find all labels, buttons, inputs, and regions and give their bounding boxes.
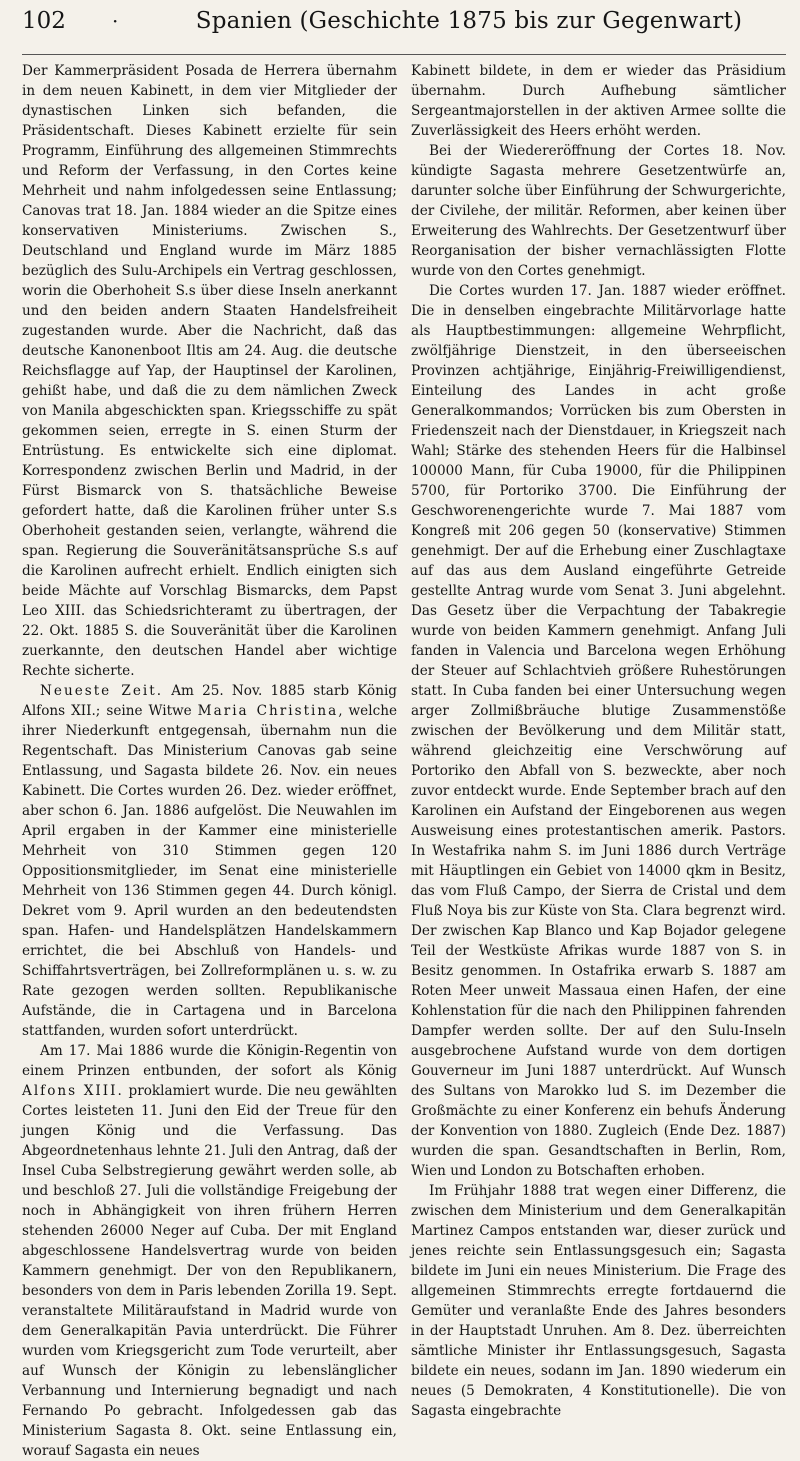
paragraph-right-4: Im Frühjahr 1888 trat wegen einer Differenz, die zwischen dem Ministerium und dem Generalkapitän Martinez Campos entstanden war, dieser zurück und jenes reichte sein Entlassungsgesuch ein; Sagasta bildete im Juni ein neues Ministerium. Die Frage des allgemeinen Stimmrechts erregte fortdauernd die Gemüter und veranlaßte Ende des Jahres besonders in der Hauptstadt Unruhen. Am 8. Dez. überreichten sämtliche Minister ihr Entlassungsgesuch, Sagasta bildete ein neues, sodann im Jan. 1890 wiederum ein neues (5 Demokraten, 4 Konstitutionelle). Die von Sagasta eingebrachte [411,1183,786,1419]
paragraph-left-2 [22,681,397,1041]
text-columns [22,61,786,1461]
page-number: 102 [22,8,66,34]
running-title: Spanien (Geschichte 1875 bis zur Gegenwart) [195,8,743,34]
paragraph-text: Am 25. Nov. 1885 starb König Alfons XII.; seine Witwe [22,683,397,719]
paragraph-left-1: Der Kammerpräsident Posada de Herrera übernahm in dem neuen Kabinett, in dem vier Mitglieder der dynastischen Linken sich befanden, die Präsidentschaft. Dieses Kabinett erzielte für sein Programm, Einführung des allgemeinen Stimmrechts und Reform der Verfassung, in den Cortes keine Mehrheit und nahm infolgedessen seine Entlassung; Canovas trat 18. Jan. 1884 wieder an die Spitze eines konservativen Ministeriums. Zwischen S., Deutschland und England wurde im März 1885 bezüglich des Sulu-Archipels ein Vertrag geschlossen, worin die Oberhoheit S.s über diese Inseln anerkannt und den beiden andern Staaten Handelsfreiheit zugestanden wurde. Aber die Nachricht, daß das deutsche Kanonenboot Iltis am 24. Aug. die deutsche Reichsflagge auf Yap, der Hauptinsel der Karolinen, gehißt habe, und daß die zu dem nämlichen Zweck von Manila abgeschickten span. Kriegsschiffe zu spät gekommen seien, erregte in S. einen Sturm der Entrüstung. Es entwickelte sich eine diplomat. Korrespondenz zwischen Berlin und Madrid, in der Fürst Bismarck von S. thatsächliche Beweise gefordert hatte, daß die Karolinen früher unter S.s Oberhoheit gestanden seien, verlangte, während die span. Regierung die Souveränitätsansprüche S.s auf die Karolinen aufrecht erhielt. Endlich einigten sich beide Mächte auf Vorschlag Bismarcks, dem Papst Leo XIII. das Schiedsrichteramt zu übertragen, der 22. Okt. 1885 S. die Souveränität über die Karolinen zuerkannte, den deutschen Handel aber wichtige Rechte sicherte. [22,63,397,679]
paragraph-right-1: Kabinett bildete, in dem er wieder das Präsidium übernahm. Durch Aufhebung sämtlicher Sergeantmajorstellen in der aktiven Armee sollte die Zuverlässigkeit des Heers erhöht werden. [411,63,786,139]
paragraph-text: , welche ihrer Niederkunft entgegensah, übernahm nun die Regentschaft. Das Ministerium Canovas gab seine Entlassung, und Sagasta bildete 26. Nov. ein neues Kabinett. Die Cortes wurden 26. Dez. wieder eröffnet, aber schon 6. Jan. 1886 aufgelöst. Die Neuwahlen im April ergaben in der Kammer eine ministerielle Mehrheit von 310 Stimmen gegen 120 Oppositionsmitglieder, im Senat eine ministerielle Mehrheit von 136 Stimmen gegen 44. Durch königl. Dekret vom 9. April wurden an den bedeutendsten span. Hafen- und Handelsplätzen Handelskammern errichtet, die bei Abschluß von Handels- und Schiffahrtsverträgen, bei Zollreformplänen u. s. w. zu Rate gezogen werden sollten. Republikanische Aufstände, die in Cartagena und in Barcelona stattfanden, wurden sofort unterdrückt. [22,703,397,1039]
paragraph-text: proklamiert wurde. Die neu gewählten Cortes leisteten 11. Juni den Eid der Treue für den jungen König und die Verfassung. Das Abgeordnetenhaus lehnte 21. Juli den Antrag, daß der Insel Cuba Selbstregierung gewährt werden solle, ab und beschloß 27. Juli die vollständige Freigebung der noch in Abhängigkeit von ihren frühern Herren stehenden 26000 Neger auf Cuba. Der mit England abgeschlossene Handelsvertrag wurde von beiden Kammern genehmigt. Der von den Republikanern, besonders von dem in Paris lebenden Zorilla 19. Sept. veranstaltete Militäraufstand in Madrid wurde von dem Generalkapitän Pavia unterdrückt. Die Führer wurden vom Kriegsgericht zum Tode verurteilt, aber auf Wunsch der Königin zu lebenslänglicher Verbannung und Internierung begnadigt und nach Fernando Po gebracht. Infolgedessen gab das Ministerium Sagasta 8. Okt. seine Entlassung ein, worauf Sagasta ein neues [22,1083,397,1459]
right-column [411,61,786,1461]
left-column [22,61,397,1461]
page-header [22,8,786,55]
name-maria-christina: Maria Christina [197,703,339,719]
paragraph-text: Am 17. Mai 1886 wurde die Königin-Regentin von einem Prinzen entbunden, der sofort als König [22,1043,397,1079]
paragraph-left-3 [22,1041,397,1461]
paragraph-right-2: Bei der Wiedereröffnung der Cortes 18. Nov. kündigte Sagasta mehrere Gesetzentwürfe an, darunter solche über Einführung der Schwurgerichte, der Civilehe, der militär. Reformen, aber keinen über Erweiterung des Wahlrechts. Der Gesetzentwurf über Reorganisation der bisher vernachlässigten Flotte wurde von den Cortes genehmigt. [411,143,786,279]
header-mark: · [112,9,119,33]
section-heading-neueste-zeit: Neueste Zeit. [40,683,164,699]
name-alfons-xiii: Alfons XIII. [22,1083,124,1099]
paragraph-right-3: Die Cortes wurden 17. Jan. 1887 wieder eröffnet. Die in denselben eingebrachte Militärvorlage hatte als Hauptbestimmungen: allgemeine Wehrpflicht, zwölfjährige Dienstzeit, in den überseeischen Provinzen achtjährige, Einjährig-Freiwilligendienst, Einteilung des Landes in acht große Generalkommandos; Vorrücken bis zum Obersten in Friedenszeit nach der Dienstdauer, in Kriegszeit nach Wahl; Stärke des stehenden Heers für die Halbinsel 100000 Mann, für Cuba 19000, für die Philippinen 5700, für Portoriko 3700. Die Einführung der Geschworenengerichte wurde 7. Mai 1887 vom Kongreß mit 206 gegen 50 (konservative) Stimmen genehmigt. Der auf die Erhebung einer Zuschlagtaxe auf das aus dem Ausland eingeführte Getreide gestellte Antrag wurde vom Senat 3. Juni abgelehnt. Das Gesetz über die Verpachtung der Tabakregie wurde von beiden Kammern genehmigt. Anfang Juli fanden in Valencia und Barcelona wegen Erhöhung der Steuer auf Schlachtvieh größere Ruhestörungen statt. In Cuba fanden bei einer Untersuchung wegen arger Zollmißbräuche blutige Zusammenstöße zwischen der Bevölkerung und dem Militär statt, während gleichzeitig eine Verschwörung auf Portoriko den Abfall von S. bezweckte, aber noch zuvor entdeckt wurde. Ende September brach auf den Karolinen ein Aufstand der Eingeborenen aus wegen Ausweisung eines protestantischen amerik. Pastors. In Westafrika nahm S. im Juni 1886 durch Verträge mit Häuptlingen ein Gebiet von 14000 qkm in Besitz, das vom Fluß Campo, der Sierra de Cristal und dem Fluß Noya bis zur Küste von Sta. Clara begrenzt wird. Der zwischen Kap Blanco und Kap Bojador gelegene Teil der Westküste Afrikas wurde 1887 von S. in Besitz genommen. In Ostafrika erwarb S. 1887 am Roten Meer unweit Massaua einen Hafen, der eine Kohlenstation für die nach den Philippinen fahrenden Dampfer werden sollte. Der auf den Sulu-Inseln ausgebrochene Aufstand wurde von dem dortigen Gouverneur im Juni 1887 unterdrückt. Auf Wunsch des Sultans von Marokko lud S. im Dezember die Großmächte zu einer Konferenz ein behufs Änderung der Konvention von 1880. Zugleich (Ende Dez. 1887) wurden die span. Gesandtschaften in Berlin, Rom, Wien und London zu Botschaften erhoben. [411,283,786,1179]
